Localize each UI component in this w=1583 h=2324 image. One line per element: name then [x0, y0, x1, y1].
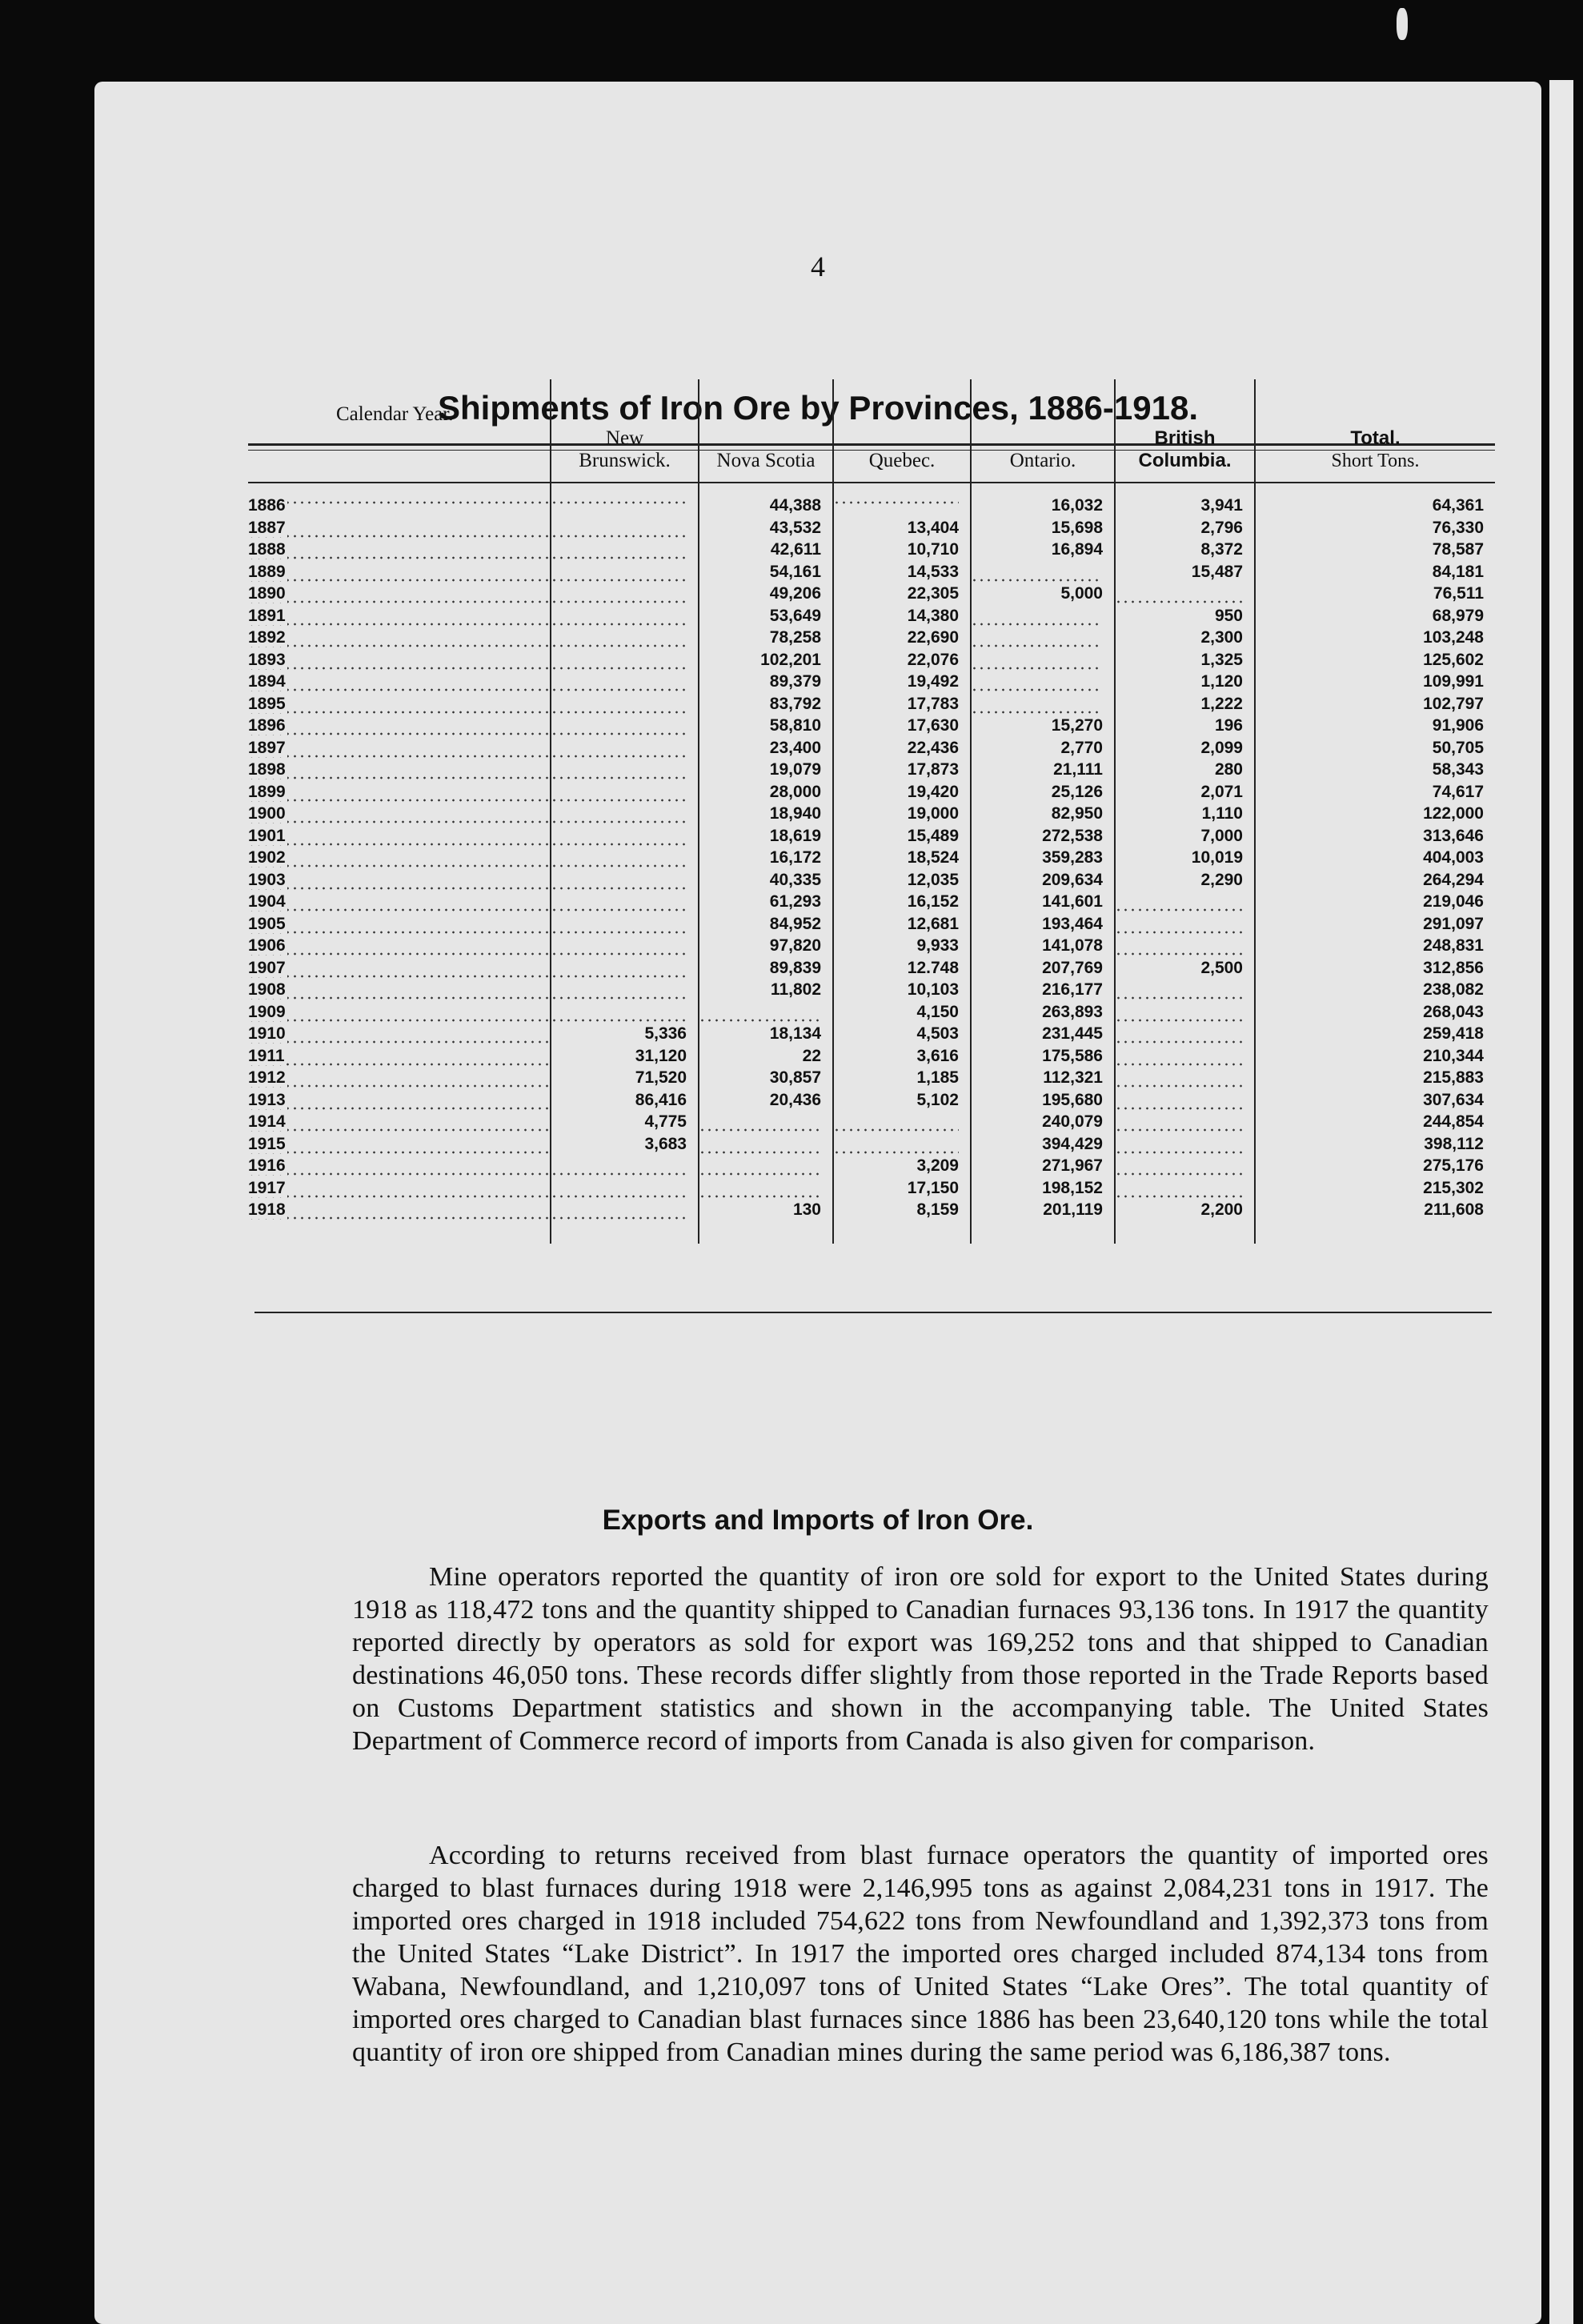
cell-bc: 950 [1115, 605, 1255, 627]
cell-nb [551, 1001, 699, 1024]
document-page [94, 82, 1541, 2324]
section-title: Exports and Imports of Iron Ore. [602, 1505, 1034, 1536]
table-row [248, 1177, 1495, 1200]
cell-qc: 10,103 [833, 979, 971, 1001]
cell-bc: 1,110 [1115, 803, 1255, 825]
col-header-ontario: Ontario. [971, 379, 1115, 483]
paragraph-blast-furnaces: According to returns received from blast furnace operators the quantity of imported ores charged to blast furnaces during 1918 were 2,146,995 tons as against 2,084,231 tons in 1917. The imported ores charged in 1918 included 754,622 tons from Newfoundland and 1,392,373 tons from the United States “Lake District”. In 1917 the imported ores charged included 874,134 tons from Wabana, Newfoundland, and 1,210,097 tons of United States “Lake Ores”. The total quantity of imported ores charged to Canadian blast furnaces since 1886 has been 23,640,120 tons while the total quantity of iron ore shipped from Canadian mines during the same period was 6,186,387 tons. [352, 1841, 1489, 2067]
cell-ns: 58,810 [699, 715, 833, 737]
cell-ns: 30,857 [699, 1067, 833, 1089]
year-cell: 1910 [248, 1023, 551, 1045]
cell-total: 125,602 [1255, 649, 1495, 671]
cell-ns [699, 1001, 833, 1024]
table-row [248, 605, 1495, 627]
cell-qc: 13,404 [833, 517, 971, 539]
cell-qc: 19,420 [833, 781, 971, 803]
cell-on: 141,078 [971, 935, 1115, 957]
cell-nb: 86,416 [551, 1089, 699, 1112]
cell-qc: 16,152 [833, 891, 971, 913]
cell-ns: 89,839 [699, 957, 833, 980]
cell-on: 16,032 [971, 483, 1115, 517]
col-header-nova-scotia: Nova Scotia [699, 379, 833, 483]
cell-ns: 42,611 [699, 539, 833, 561]
table-row [248, 583, 1495, 605]
year-cell: 1909 [248, 1001, 551, 1024]
cell-total: 238,082 [1255, 979, 1495, 1001]
cell-total: 68,979 [1255, 605, 1495, 627]
cell-qc: 4,150 [833, 1001, 971, 1024]
cell-nb [551, 627, 699, 649]
table-row [248, 561, 1495, 583]
table-row [248, 869, 1495, 892]
cell-total: 404,003 [1255, 847, 1495, 869]
year-cell: 1895 [248, 693, 551, 715]
cell-qc: 12,035 [833, 869, 971, 892]
table-row [248, 1089, 1495, 1112]
cell-bc: 15,487 [1115, 561, 1255, 583]
cell-qc: 3,616 [833, 1045, 971, 1068]
cell-ns [699, 1177, 833, 1200]
cell-bc: 2,290 [1115, 869, 1255, 892]
cell-ns: 84,952 [699, 913, 833, 936]
table-row [248, 483, 1495, 517]
year-cell: 1904 [248, 891, 551, 913]
cell-bc [1115, 1177, 1255, 1200]
cell-total: 76,511 [1255, 583, 1495, 605]
cell-ns: 40,335 [699, 869, 833, 892]
year-cell: 1888 [248, 539, 551, 561]
cell-total: 264,294 [1255, 869, 1495, 892]
cell-qc: 17,873 [833, 759, 971, 781]
cell-bc: 1,222 [1115, 693, 1255, 715]
cell-total: 91,906 [1255, 715, 1495, 737]
cell-qc: 22,305 [833, 583, 971, 605]
cell-nb [551, 891, 699, 913]
cell-qc: 3,209 [833, 1155, 971, 1177]
iron-ore-shipments-table [248, 379, 1495, 1244]
table-header-row [248, 379, 1495, 483]
cell-bc [1115, 1155, 1255, 1177]
cell-qc: 18,524 [833, 847, 971, 869]
cell-nb: 31,120 [551, 1045, 699, 1068]
cell-qc: 12.748 [833, 957, 971, 980]
cell-nb [551, 583, 699, 605]
cell-total: 398,112 [1255, 1133, 1495, 1156]
cell-on: 359,283 [971, 847, 1115, 869]
cell-bc: 2,500 [1115, 957, 1255, 980]
cell-nb [551, 1155, 699, 1177]
cell-ns: 43,532 [699, 517, 833, 539]
cell-ns [699, 1111, 833, 1133]
cell-qc: 15,489 [833, 825, 971, 847]
cell-on [971, 605, 1115, 627]
cell-nb [551, 935, 699, 957]
cell-bc: 1,120 [1115, 671, 1255, 693]
cell-total: 215,883 [1255, 1067, 1495, 1089]
cell-qc: 1,185 [833, 1067, 971, 1089]
cell-bc: 2,071 [1115, 781, 1255, 803]
cell-nb [551, 693, 699, 715]
cell-bc: 196 [1115, 715, 1255, 737]
year-cell: 1914 [248, 1111, 551, 1133]
cell-nb [551, 561, 699, 583]
cell-total: 50,705 [1255, 737, 1495, 759]
cell-total: 122,000 [1255, 803, 1495, 825]
cell-on: 82,950 [971, 803, 1115, 825]
cell-ns: 102,201 [699, 649, 833, 671]
cell-bc: 1,325 [1115, 649, 1255, 671]
cell-total: 102,797 [1255, 693, 1495, 715]
table-row [248, 627, 1495, 649]
table-row [248, 825, 1495, 847]
cell-on: 193,464 [971, 913, 1115, 936]
cell-nb [551, 715, 699, 737]
year-cell: 1901 [248, 825, 551, 847]
cell-total: 64,361 [1255, 483, 1495, 517]
cell-qc [833, 1111, 971, 1133]
cell-qc: 19,000 [833, 803, 971, 825]
table-row [248, 1001, 1495, 1024]
cell-ns: 19,079 [699, 759, 833, 781]
cell-total: 268,043 [1255, 1001, 1495, 1024]
cell-total: 291,097 [1255, 913, 1495, 936]
cell-qc [833, 483, 971, 517]
year-cell: 1894 [248, 671, 551, 693]
paper-speck [1397, 8, 1408, 40]
cell-total: 211,608 [1255, 1199, 1495, 1244]
cell-nb [551, 671, 699, 693]
table-row [248, 935, 1495, 957]
year-cell: 1913 [248, 1089, 551, 1112]
year-cell: 1918 [248, 1199, 551, 1244]
cell-bc [1115, 1045, 1255, 1068]
col-header-year: Calendar Year. [248, 379, 551, 483]
cell-on: 394,429 [971, 1133, 1115, 1156]
table-row [248, 847, 1495, 869]
year-cell: 1900 [248, 803, 551, 825]
table-row [248, 803, 1495, 825]
cell-on: 16,894 [971, 539, 1115, 561]
col-header-quebec: Quebec. [833, 379, 971, 483]
cell-total: 244,854 [1255, 1111, 1495, 1133]
year-cell: 1897 [248, 737, 551, 759]
cell-ns: 20,436 [699, 1089, 833, 1112]
cell-total: 78,587 [1255, 539, 1495, 561]
cell-ns: 97,820 [699, 935, 833, 957]
col-header-total: Total. Short Tons. [1255, 379, 1495, 483]
year-cell: 1902 [248, 847, 551, 869]
cell-bc [1115, 1023, 1255, 1045]
cell-ns: 49,206 [699, 583, 833, 605]
cell-total: 312,856 [1255, 957, 1495, 980]
cell-qc [833, 1133, 971, 1156]
cell-ns: 61,293 [699, 891, 833, 913]
table-row [248, 737, 1495, 759]
year-cell: 1886 [248, 483, 551, 517]
col-header-british-columbia: British Columbia. [1115, 379, 1255, 483]
cell-total: 248,831 [1255, 935, 1495, 957]
cell-bc: 3,941 [1115, 483, 1255, 517]
cell-on: 2,770 [971, 737, 1115, 759]
table-row [248, 913, 1495, 936]
cell-bc [1115, 1133, 1255, 1156]
cell-ns: 44,388 [699, 483, 833, 517]
cell-qc: 17,150 [833, 1177, 971, 1200]
table-row [248, 781, 1495, 803]
cell-on: 25,126 [971, 781, 1115, 803]
cell-ns: 18,619 [699, 825, 833, 847]
cell-on: 271,967 [971, 1155, 1115, 1177]
year-cell: 1896 [248, 715, 551, 737]
table-row [248, 649, 1495, 671]
cell-ns: 22 [699, 1045, 833, 1068]
cell-total: 76,330 [1255, 517, 1495, 539]
cell-on: 198,152 [971, 1177, 1115, 1200]
table-row [248, 517, 1495, 539]
adjacent-page-edge [1549, 80, 1573, 2324]
year-cell: 1905 [248, 913, 551, 936]
cell-on: 209,634 [971, 869, 1115, 892]
cell-total: 74,617 [1255, 781, 1495, 803]
col-header-new-brunswick: New Brunswick. [551, 379, 699, 483]
cell-qc: 10,710 [833, 539, 971, 561]
table-row [248, 759, 1495, 781]
cell-on: 263,893 [971, 1001, 1115, 1024]
cell-nb [551, 869, 699, 892]
cell-ns: 130 [699, 1199, 833, 1244]
cell-nb [551, 759, 699, 781]
year-cell: 1917 [248, 1177, 551, 1200]
cell-bc [1115, 935, 1255, 957]
cell-bc [1115, 979, 1255, 1001]
cell-on: 112,321 [971, 1067, 1115, 1089]
cell-qc: 9,933 [833, 935, 971, 957]
cell-total: 275,176 [1255, 1155, 1495, 1177]
cell-nb [551, 825, 699, 847]
year-cell: 1915 [248, 1133, 551, 1156]
table-row [248, 671, 1495, 693]
cell-ns: 23,400 [699, 737, 833, 759]
cell-nb [551, 605, 699, 627]
cell-total: 84,181 [1255, 561, 1495, 583]
cell-ns [699, 1155, 833, 1177]
page-number: 4 [811, 250, 825, 282]
year-cell: 1892 [248, 627, 551, 649]
cell-qc: 22,076 [833, 649, 971, 671]
cell-on: 272,538 [971, 825, 1115, 847]
cell-ns: 11,802 [699, 979, 833, 1001]
cell-bc [1115, 1067, 1255, 1089]
cell-nb [551, 517, 699, 539]
cell-on: 5,000 [971, 583, 1115, 605]
table-row [248, 1155, 1495, 1177]
cell-qc: 8,159 [833, 1199, 971, 1244]
cell-bc: 8,372 [1115, 539, 1255, 561]
cell-on: 201,119 [971, 1199, 1115, 1244]
cell-nb [551, 483, 699, 517]
year-cell: 1890 [248, 583, 551, 605]
cell-qc: 22,436 [833, 737, 971, 759]
table-row [248, 539, 1495, 561]
paragraph-exports: Mine operators reported the quantity of iron ore sold for export to the United States during 1918 as 118,472 tons and the quantity shipped to Canadian furnaces 93,136 tons. In 1917 the quantity reported directly by operators as sold for export was 169,252 tons and that shipped to Canadian destinations 46,050 tons. These records differ slightly from those reported in the Trade Reports based on Customs Department statistics and shown in the accompanying table. The United States Department of Commerce record of imports from Canada is also given for comparison. [352, 1562, 1489, 1756]
cell-total: 219,046 [1255, 891, 1495, 913]
cell-ns: 78,258 [699, 627, 833, 649]
year-cell: 1906 [248, 935, 551, 957]
cell-nb: 5,336 [551, 1023, 699, 1045]
cell-qc: 4,503 [833, 1023, 971, 1045]
cell-qc: 5,102 [833, 1089, 971, 1112]
table-row [248, 693, 1495, 715]
cell-ns [699, 1133, 833, 1156]
cell-on [971, 693, 1115, 715]
year-cell: 1912 [248, 1067, 551, 1089]
cell-ns: 18,134 [699, 1023, 833, 1045]
table-row [248, 1199, 1495, 1244]
cell-on: 175,586 [971, 1045, 1115, 1068]
table-row [248, 1111, 1495, 1133]
cell-nb [551, 1177, 699, 1200]
cell-nb [551, 539, 699, 561]
cell-ns: 16,172 [699, 847, 833, 869]
cell-nb [551, 979, 699, 1001]
table-row [248, 1023, 1495, 1045]
cell-on: 240,079 [971, 1111, 1115, 1133]
cell-nb [551, 649, 699, 671]
cell-ns: 53,649 [699, 605, 833, 627]
cell-bc [1115, 891, 1255, 913]
table-row [248, 1045, 1495, 1068]
year-cell: 1889 [248, 561, 551, 583]
cell-bc [1115, 1001, 1255, 1024]
cell-bc [1115, 1089, 1255, 1112]
cell-nb [551, 781, 699, 803]
cell-on: 231,445 [971, 1023, 1115, 1045]
cell-on: 21,111 [971, 759, 1115, 781]
cell-on: 15,270 [971, 715, 1115, 737]
cell-bc: 280 [1115, 759, 1255, 781]
cell-bc [1115, 1111, 1255, 1133]
cell-total: 58,343 [1255, 759, 1495, 781]
cell-ns: 54,161 [699, 561, 833, 583]
cell-on: 207,769 [971, 957, 1115, 980]
table-row [248, 1133, 1495, 1156]
cell-bc: 2,099 [1115, 737, 1255, 759]
cell-ns: 83,792 [699, 693, 833, 715]
cell-qc: 17,783 [833, 693, 971, 715]
cell-bc: 10,019 [1115, 847, 1255, 869]
cell-ns: 89,379 [699, 671, 833, 693]
cell-on [971, 561, 1115, 583]
cell-nb [551, 847, 699, 869]
cell-nb [551, 737, 699, 759]
cell-nb: 3,683 [551, 1133, 699, 1156]
cell-bc: 2,200 [1115, 1199, 1255, 1244]
cell-qc: 17,630 [833, 715, 971, 737]
cell-bc: 7,000 [1115, 825, 1255, 847]
cell-qc: 14,380 [833, 605, 971, 627]
year-cell: 1891 [248, 605, 551, 627]
cell-nb [551, 1199, 699, 1244]
cell-bc: 2,300 [1115, 627, 1255, 649]
cell-total: 215,302 [1255, 1177, 1495, 1200]
table-row [248, 891, 1495, 913]
year-cell: 1916 [248, 1155, 551, 1177]
cell-total: 210,344 [1255, 1045, 1495, 1068]
year-cell: 1899 [248, 781, 551, 803]
table-row [248, 979, 1495, 1001]
cell-on: 15,698 [971, 517, 1115, 539]
cell-qc: 19,492 [833, 671, 971, 693]
cell-qc: 12,681 [833, 913, 971, 936]
cell-ns: 28,000 [699, 781, 833, 803]
table-title: Shipments of Iron Ore by Provinces, 1886-1918. [437, 389, 1199, 427]
cell-on [971, 649, 1115, 671]
cell-total: 103,248 [1255, 627, 1495, 649]
cell-nb [551, 913, 699, 936]
year-cell: 1903 [248, 869, 551, 892]
year-cell: 1908 [248, 979, 551, 1001]
table-row [248, 1067, 1495, 1089]
cell-nb: 71,520 [551, 1067, 699, 1089]
cell-qc: 14,533 [833, 561, 971, 583]
year-cell: 1898 [248, 759, 551, 781]
cell-total: 313,646 [1255, 825, 1495, 847]
cell-total: 307,634 [1255, 1089, 1495, 1112]
table-row [248, 715, 1495, 737]
table-row [248, 957, 1495, 980]
cell-on [971, 671, 1115, 693]
cell-bc [1115, 583, 1255, 605]
cell-bc: 2,796 [1115, 517, 1255, 539]
table-bottom-rule [254, 1312, 1492, 1313]
year-cell: 1911 [248, 1045, 551, 1068]
year-cell: 1907 [248, 957, 551, 980]
cell-total: 259,418 [1255, 1023, 1495, 1045]
cell-nb: 4,775 [551, 1111, 699, 1133]
cell-on: 141,601 [971, 891, 1115, 913]
cell-nb [551, 803, 699, 825]
cell-on: 195,680 [971, 1089, 1115, 1112]
cell-total: 109,991 [1255, 671, 1495, 693]
cell-qc: 22,690 [833, 627, 971, 649]
cell-nb [551, 957, 699, 980]
year-cell: 1887 [248, 517, 551, 539]
cell-on [971, 627, 1115, 649]
cell-bc [1115, 913, 1255, 936]
cell-ns: 18,940 [699, 803, 833, 825]
cell-on: 216,177 [971, 979, 1115, 1001]
year-cell: 1893 [248, 649, 551, 671]
